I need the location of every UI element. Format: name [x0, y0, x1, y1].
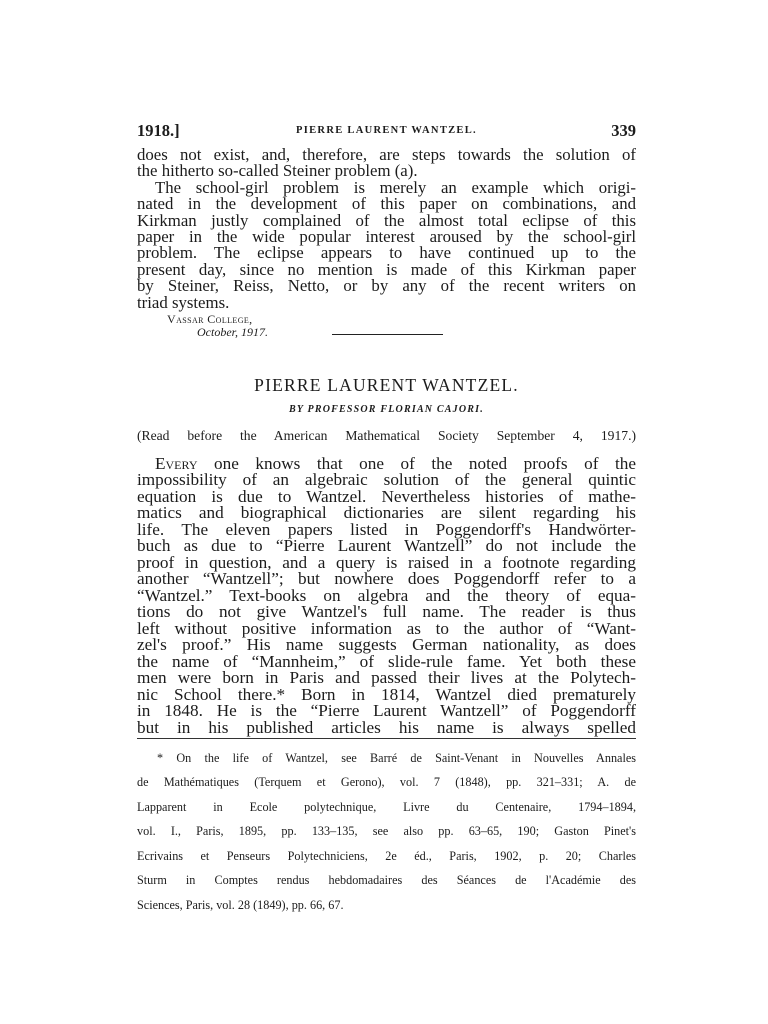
footnote-line: Sturm in Comptes rendus hebdomadaires des Séances de l'Académie des [137, 873, 636, 888]
paragraph-line: present day, since no mention is made of this Kirkman paper [137, 259, 636, 279]
signature-block [137, 313, 636, 339]
footnote-line: Sciences, Paris, vol. 28 (1849), pp. 66, 67. [137, 898, 344, 913]
footnote-rule [137, 738, 636, 739]
paragraph-line: but in his published articles his name is always spelled [137, 717, 636, 737]
signature-place: Vassar College, [167, 311, 253, 326]
running-head-year: 1918.] [137, 121, 180, 140]
article-byline: BY PROFESSOR FLORIAN CAJORI. [289, 403, 484, 415]
paragraph-line: does not exist, and, therefore, are steps towards the solution of [137, 145, 636, 164]
paragraph-line: equation is due to Wantzel. Nevertheless histories of mathe- [137, 486, 636, 506]
paragraph-line: tions do not give Wantzel's full name. The reader is thus [137, 602, 636, 622]
paragraph-line: men were born in Paris and passed their lives at the Polytech- [137, 668, 636, 688]
paragraph-line: life. The eleven papers listed in Poggendorff's Handwörter- [137, 519, 636, 539]
first-line-rest: one knows that one of the noted proofs of the [197, 453, 636, 473]
running-head-title: PIERRE LAURENT WANTZEL. [296, 125, 477, 136]
running-head [137, 121, 636, 147]
paragraph-line: Kirkman justly complained of the almost total eclipse of this [137, 210, 636, 230]
paragraph-line: buch as due to “Pierre Laurent Wantzell” do not include the [137, 536, 636, 556]
paragraph-line: in 1848. He is the “Pierre Laurent Wantzell” of Poggendorff [137, 701, 636, 721]
article-body [137, 453, 636, 737]
paragraph-line: triad systems. [137, 292, 230, 312]
footnote-line: * On the life of Wantzel, see Barré de Saint-Venant in Nouvelles Annales [157, 750, 636, 765]
paragraph-line: by Steiner, Reiss, Netto, or by any of the recent writers on [137, 276, 636, 296]
paragraph-line: the name of “Mannheim,” of slide-rule fame. Yet both these [137, 651, 636, 671]
article-title: PIERRE LAURENT WANTZEL. [254, 374, 519, 395]
footnote-line: Ecrivains et Penseurs Polytechniciens, 2e éd., Paris, 1902, p. 20; Charles [137, 848, 636, 863]
paragraph-line: zel's proof.” His name suggests German nationality, as does [137, 635, 636, 655]
paragraph-line: “Wantzel.” Text-books on algebra and the theory of equa- [137, 585, 636, 605]
footnote-line: Lapparent in Ecole polytechnique, Livre du Centenaire, 1794–1894, [137, 799, 636, 814]
footnote-line: de Mathématiques (Terquem et Gerono), vol. 7 (1848), pp. 321–331; A. de [137, 775, 636, 790]
footnote [137, 752, 636, 912]
journal-page [137, 121, 636, 924]
paragraph-line: The school-girl problem is merely an example which origi- [155, 177, 636, 197]
paragraph-line: proof in question, and a query is raised in a footnote regarding [137, 552, 636, 572]
read-note: (Read before the American Mathematical Society September 4, 1917.) [137, 427, 636, 443]
paragraph-line: matics and biographical dictionaries are silent regarding his [137, 503, 636, 523]
paragraph-line: left without positive information as to the author of “Want- [137, 618, 636, 638]
paragraph-line: another “Wantzell”; but nowhere does Poggendorff refer to a [137, 569, 636, 589]
paragraph-line: paper in the wide popular interest aroused by the school-girl [137, 226, 636, 246]
page-number: 339 [611, 121, 636, 140]
paragraph-line: nic School there.* Born in 1814, Wantzel died prematurely [137, 684, 636, 704]
paragraph-line: problem. The eclipse appears to have continued up to the [137, 243, 636, 263]
footnote-line: vol. I., Paris, 1895, pp. 133–135, see also pp. 63–65, 190; Gaston Pinet's [137, 824, 636, 839]
section-divider [332, 334, 443, 335]
paragraph-line: impossibility of an algebraic solution of the general quintic [137, 470, 636, 490]
drop-word: Every [155, 453, 198, 473]
paragraph-line: nated in the development of this paper on combinations, and [137, 194, 636, 214]
signature-date: October, 1917. [197, 324, 268, 339]
paragraph-line: the hitherto so-called Steiner problem (a). [137, 161, 418, 181]
previous-article-ending [137, 147, 636, 311]
signature-date-line [137, 326, 636, 339]
